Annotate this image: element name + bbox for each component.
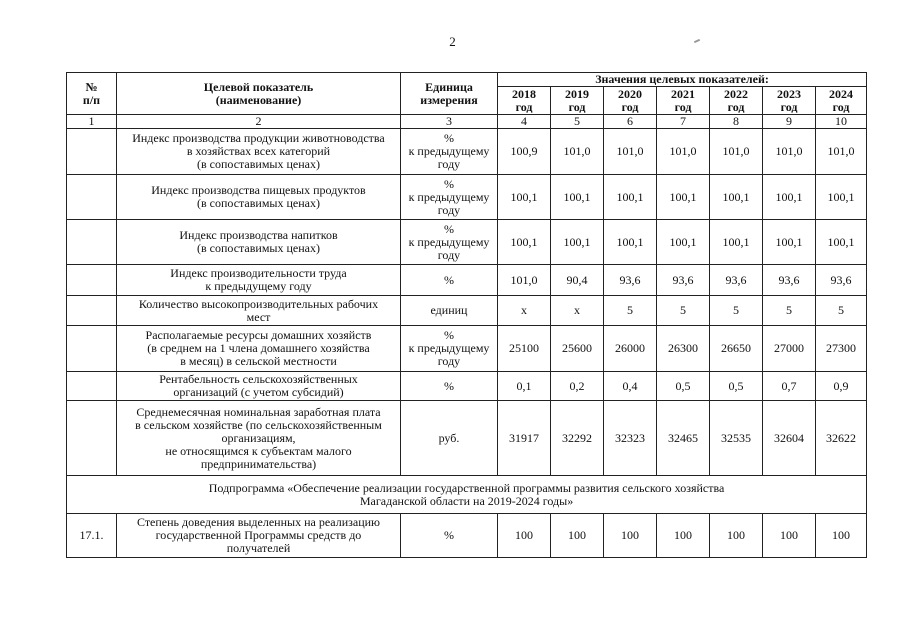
table-row xyxy=(67,296,867,326)
column-number: 2 xyxy=(117,115,401,129)
row-unit: % xyxy=(401,265,498,296)
value-cell: 100,1 xyxy=(816,220,867,265)
header-year: 2023 год xyxy=(763,87,816,115)
header-year: 2020 год xyxy=(604,87,657,115)
value-cell: 100,1 xyxy=(763,175,816,220)
header-year: 2022 год xyxy=(710,87,763,115)
row-indicator: Располагаемые ресурсы домашних хозяйств (в среднем на 1 члена домашнего хозяйства в месяц) в сельской местности xyxy=(117,326,401,372)
value-cell: 32465 xyxy=(657,401,710,476)
value-cell: 100,1 xyxy=(657,220,710,265)
value-cell: 0,1 xyxy=(498,372,551,401)
value-cell: 90,4 xyxy=(551,265,604,296)
value-cell: 0,2 xyxy=(551,372,604,401)
row-indicator: Количество высокопроизводительных рабочих мест xyxy=(117,296,401,326)
value-cell: x xyxy=(551,296,604,326)
row-unit: единиц xyxy=(401,296,498,326)
value-cell: 32604 xyxy=(763,401,816,476)
value-cell: 32622 xyxy=(816,401,867,476)
value-cell: 101,0 xyxy=(710,129,763,175)
value-cell: 101,0 xyxy=(604,129,657,175)
row-num xyxy=(67,129,117,175)
row-num xyxy=(67,296,117,326)
value-cell: 100,1 xyxy=(551,175,604,220)
value-cell: 100,1 xyxy=(551,220,604,265)
value-cell: 93,6 xyxy=(657,265,710,296)
value-cell: 32535 xyxy=(710,401,763,476)
value-cell: 101,0 xyxy=(816,129,867,175)
value-cell: 93,6 xyxy=(816,265,867,296)
row-indicator: Индекс производительности труда к предыдущему году xyxy=(117,265,401,296)
value-cell: 100 xyxy=(763,514,816,558)
column-number: 7 xyxy=(657,115,710,129)
row-unit: руб. xyxy=(401,401,498,476)
value-cell: 100 xyxy=(551,514,604,558)
table-row xyxy=(67,372,867,401)
value-cell: 101,0 xyxy=(551,129,604,175)
table-row xyxy=(67,220,867,265)
value-cell: 100,1 xyxy=(498,220,551,265)
row-unit: % xyxy=(401,514,498,558)
value-cell: 100,1 xyxy=(604,220,657,265)
column-number: 5 xyxy=(551,115,604,129)
value-cell: 5 xyxy=(604,296,657,326)
value-cell: 101,0 xyxy=(763,129,816,175)
value-cell: 101,0 xyxy=(498,265,551,296)
value-cell: 5 xyxy=(763,296,816,326)
value-cell: 31917 xyxy=(498,401,551,476)
value-cell: 27000 xyxy=(763,326,816,372)
value-cell: 32292 xyxy=(551,401,604,476)
value-cell: 100,1 xyxy=(657,175,710,220)
value-cell: 5 xyxy=(710,296,763,326)
value-cell: 26300 xyxy=(657,326,710,372)
row-num xyxy=(67,175,117,220)
row-indicator: Рентабельность сельскохозяйственных организаций (с учетом субсидий) xyxy=(117,372,401,401)
header-values-group: Значения целевых показателей: xyxy=(498,73,867,87)
value-cell: 100 xyxy=(816,514,867,558)
subprogram-row xyxy=(67,476,867,514)
value-cell: 100 xyxy=(604,514,657,558)
value-cell: 100 xyxy=(498,514,551,558)
value-cell: 0,5 xyxy=(710,372,763,401)
row-num: 17.1. xyxy=(67,514,117,558)
value-cell: 100,1 xyxy=(498,175,551,220)
value-cell: 100,1 xyxy=(604,175,657,220)
subprogram-title: Подпрограмма «Обеспечение реализации государственной программы развития сельского хозяйства Магаданской области на 2019-2024 годы» xyxy=(67,476,867,514)
value-cell: x xyxy=(498,296,551,326)
value-cell: 100,1 xyxy=(816,175,867,220)
row-unit: % xyxy=(401,372,498,401)
header-year: 2024 год xyxy=(816,87,867,115)
value-cell: 100,9 xyxy=(498,129,551,175)
column-number: 4 xyxy=(498,115,551,129)
header-year: 2021 год xyxy=(657,87,710,115)
column-number: 9 xyxy=(763,115,816,129)
value-cell: 100 xyxy=(657,514,710,558)
value-cell: 0,4 xyxy=(604,372,657,401)
row-num xyxy=(67,326,117,372)
table-row xyxy=(67,129,867,175)
value-cell: 32323 xyxy=(604,401,657,476)
value-cell: 100,1 xyxy=(710,220,763,265)
table-row xyxy=(67,265,867,296)
value-cell: 100,1 xyxy=(710,175,763,220)
value-cell: 25100 xyxy=(498,326,551,372)
row-num xyxy=(67,372,117,401)
row-unit: % к предыдущему году xyxy=(401,175,498,220)
row-unit: % к предыдущему году xyxy=(401,129,498,175)
column-number: 8 xyxy=(710,115,763,129)
row-unit: % к предыдущему году xyxy=(401,326,498,372)
value-cell: 0,7 xyxy=(763,372,816,401)
header-indicator: Целевой показатель (наименование) xyxy=(117,73,401,115)
value-cell: 26000 xyxy=(604,326,657,372)
row-unit: % к предыдущему году xyxy=(401,220,498,265)
row-num xyxy=(67,220,117,265)
value-cell: 100 xyxy=(710,514,763,558)
row-indicator: Среднемесячная номинальная заработная плата в сельском хозяйстве (по сельскохозяйственным организациям, не относящимся к субъектам малого предпринимательства) xyxy=(117,401,401,476)
page-number: 2 xyxy=(449,34,456,49)
row-indicator: Степень доведения выделенных на реализацию государственной Программы средств до получателей xyxy=(117,514,401,558)
target-indicators-table xyxy=(66,72,867,558)
table-row xyxy=(67,401,867,476)
value-cell: 100,1 xyxy=(763,220,816,265)
row-num xyxy=(67,401,117,476)
header-unit: Единица измерения xyxy=(401,73,498,115)
column-number: 1 xyxy=(67,115,117,129)
row-indicator: Индекс производства напитков (в сопоставимых ценах) xyxy=(117,220,401,265)
value-cell: 93,6 xyxy=(763,265,816,296)
value-cell: 25600 xyxy=(551,326,604,372)
table-row xyxy=(67,175,867,220)
table-row xyxy=(67,326,867,372)
column-number: 10 xyxy=(816,115,867,129)
value-cell: 0,9 xyxy=(816,372,867,401)
value-cell: 5 xyxy=(816,296,867,326)
row-indicator: Индекс производства продукции животноводства в хозяйствах всех категорий (в сопоставимых ценах) xyxy=(117,129,401,175)
value-cell: 27300 xyxy=(816,326,867,372)
value-cell: 0,5 xyxy=(657,372,710,401)
table-row xyxy=(67,514,867,558)
value-cell: 5 xyxy=(657,296,710,326)
column-number: 6 xyxy=(604,115,657,129)
value-cell: 93,6 xyxy=(710,265,763,296)
header-num: № п/п xyxy=(67,73,117,115)
column-numbers-row xyxy=(67,115,867,129)
row-num xyxy=(67,265,117,296)
row-indicator: Индекс производства пищевых продуктов (в сопоставимых ценах) xyxy=(117,175,401,220)
value-cell: 93,6 xyxy=(604,265,657,296)
header-year: 2019 год xyxy=(551,87,604,115)
value-cell: 26650 xyxy=(710,326,763,372)
column-number: 3 xyxy=(401,115,498,129)
header-year: 2018 год xyxy=(498,87,551,115)
value-cell: 101,0 xyxy=(657,129,710,175)
